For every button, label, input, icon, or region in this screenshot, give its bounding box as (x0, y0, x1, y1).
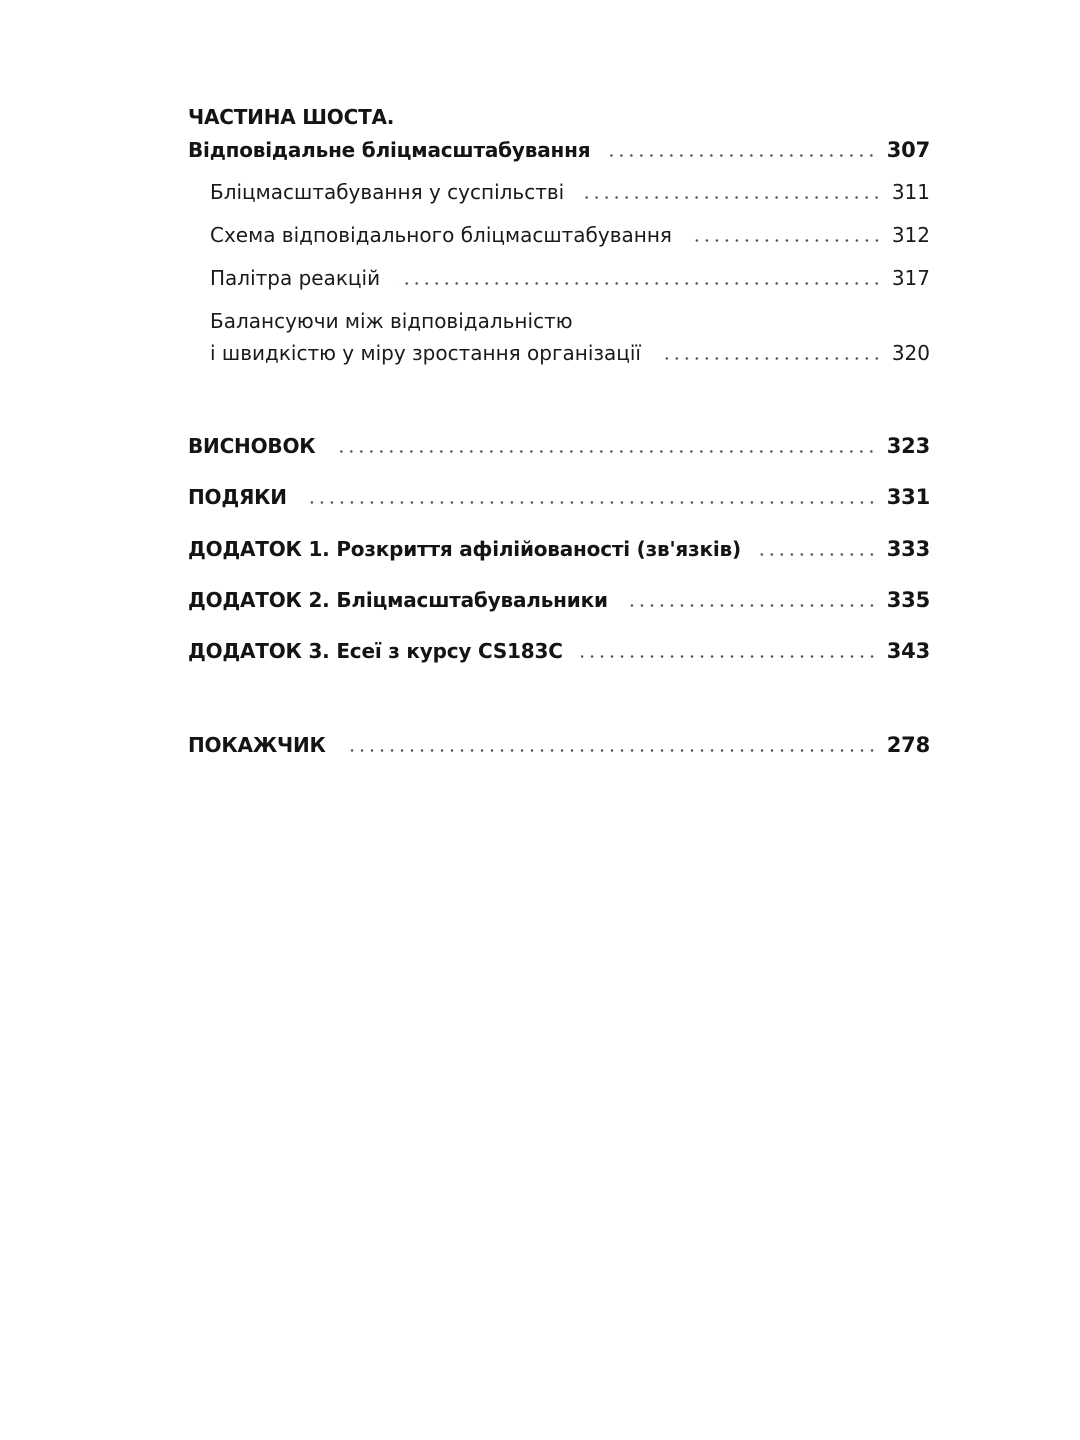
toc-entry-page: 343 (886, 639, 930, 663)
toc-entry-title: ДОДАТОК 2. Бліцмасштабувальники (188, 588, 608, 612)
toc-subentry[interactable] (210, 305, 930, 369)
toc-entry-page: 333 (886, 537, 930, 561)
toc-subentry-title: Бліцмасштабування у суспільстві (210, 180, 565, 204)
dot-leader (626, 604, 877, 607)
toc-subentry-title (210, 305, 641, 369)
toc-entry-page: 278 (886, 733, 930, 757)
part-label: ЧАСТИНА ШОСТА. (188, 105, 395, 129)
toc-subentry-title: Палітра реакцій (210, 266, 381, 290)
toc-subentry[interactable] (210, 262, 930, 294)
toc-entry[interactable] (188, 535, 930, 563)
toc-entry-title: ДОДАТОК 3. Есеї з курсу CS183C (188, 639, 563, 663)
dot-leader (608, 154, 876, 157)
toc-entry-index[interactable] (188, 731, 930, 759)
toc-subentry-title-line: і швидкістю у міру зростання організації (210, 341, 641, 365)
dot-leader (759, 553, 877, 556)
toc-entry-part-six[interactable] (188, 136, 930, 164)
dot-leader (582, 196, 882, 199)
toc-entry[interactable] (188, 483, 930, 511)
dot-leader (333, 450, 876, 453)
toc-subentry[interactable] (210, 176, 930, 208)
toc-entry-title: ПОКАЖЧИК (188, 733, 326, 757)
dot-leader (344, 749, 877, 752)
toc-subentry-title-line: Балансуючи між відповідальністю (210, 309, 573, 333)
toc-entry-title: ДОДАТОК 1. Розкриття афілійованості (зв'язків) (188, 537, 741, 561)
toc-entry-page: 323 (886, 434, 930, 458)
dot-leader (581, 655, 877, 658)
toc-entry[interactable] (188, 586, 930, 614)
toc-entry-page: 331 (886, 485, 930, 509)
toc-entry-title: Відповідальне бліцмасштабування (188, 138, 591, 162)
toc-entry-page: 335 (886, 588, 930, 612)
toc-entry[interactable] (188, 432, 930, 460)
toc-entry-page: 307 (886, 138, 930, 162)
toc-subentry[interactable] (210, 219, 930, 251)
dot-leader (659, 357, 882, 360)
toc-entry[interactable] (188, 637, 930, 665)
dot-leader (305, 501, 877, 504)
toc-subentry-page: 311 (891, 180, 930, 204)
toc-subentry-page: 320 (891, 341, 930, 365)
dot-leader (690, 239, 882, 242)
toc-subentry-page: 317 (891, 266, 930, 290)
toc-entry-title: ПОДЯКИ (188, 485, 287, 509)
toc-entry-title: ВИСНОВОК (188, 434, 316, 458)
dot-leader (398, 282, 882, 285)
toc-subentry-page: 312 (891, 223, 930, 247)
toc-subentry-title: Схема відповідального бліцмасштабування (210, 223, 672, 247)
